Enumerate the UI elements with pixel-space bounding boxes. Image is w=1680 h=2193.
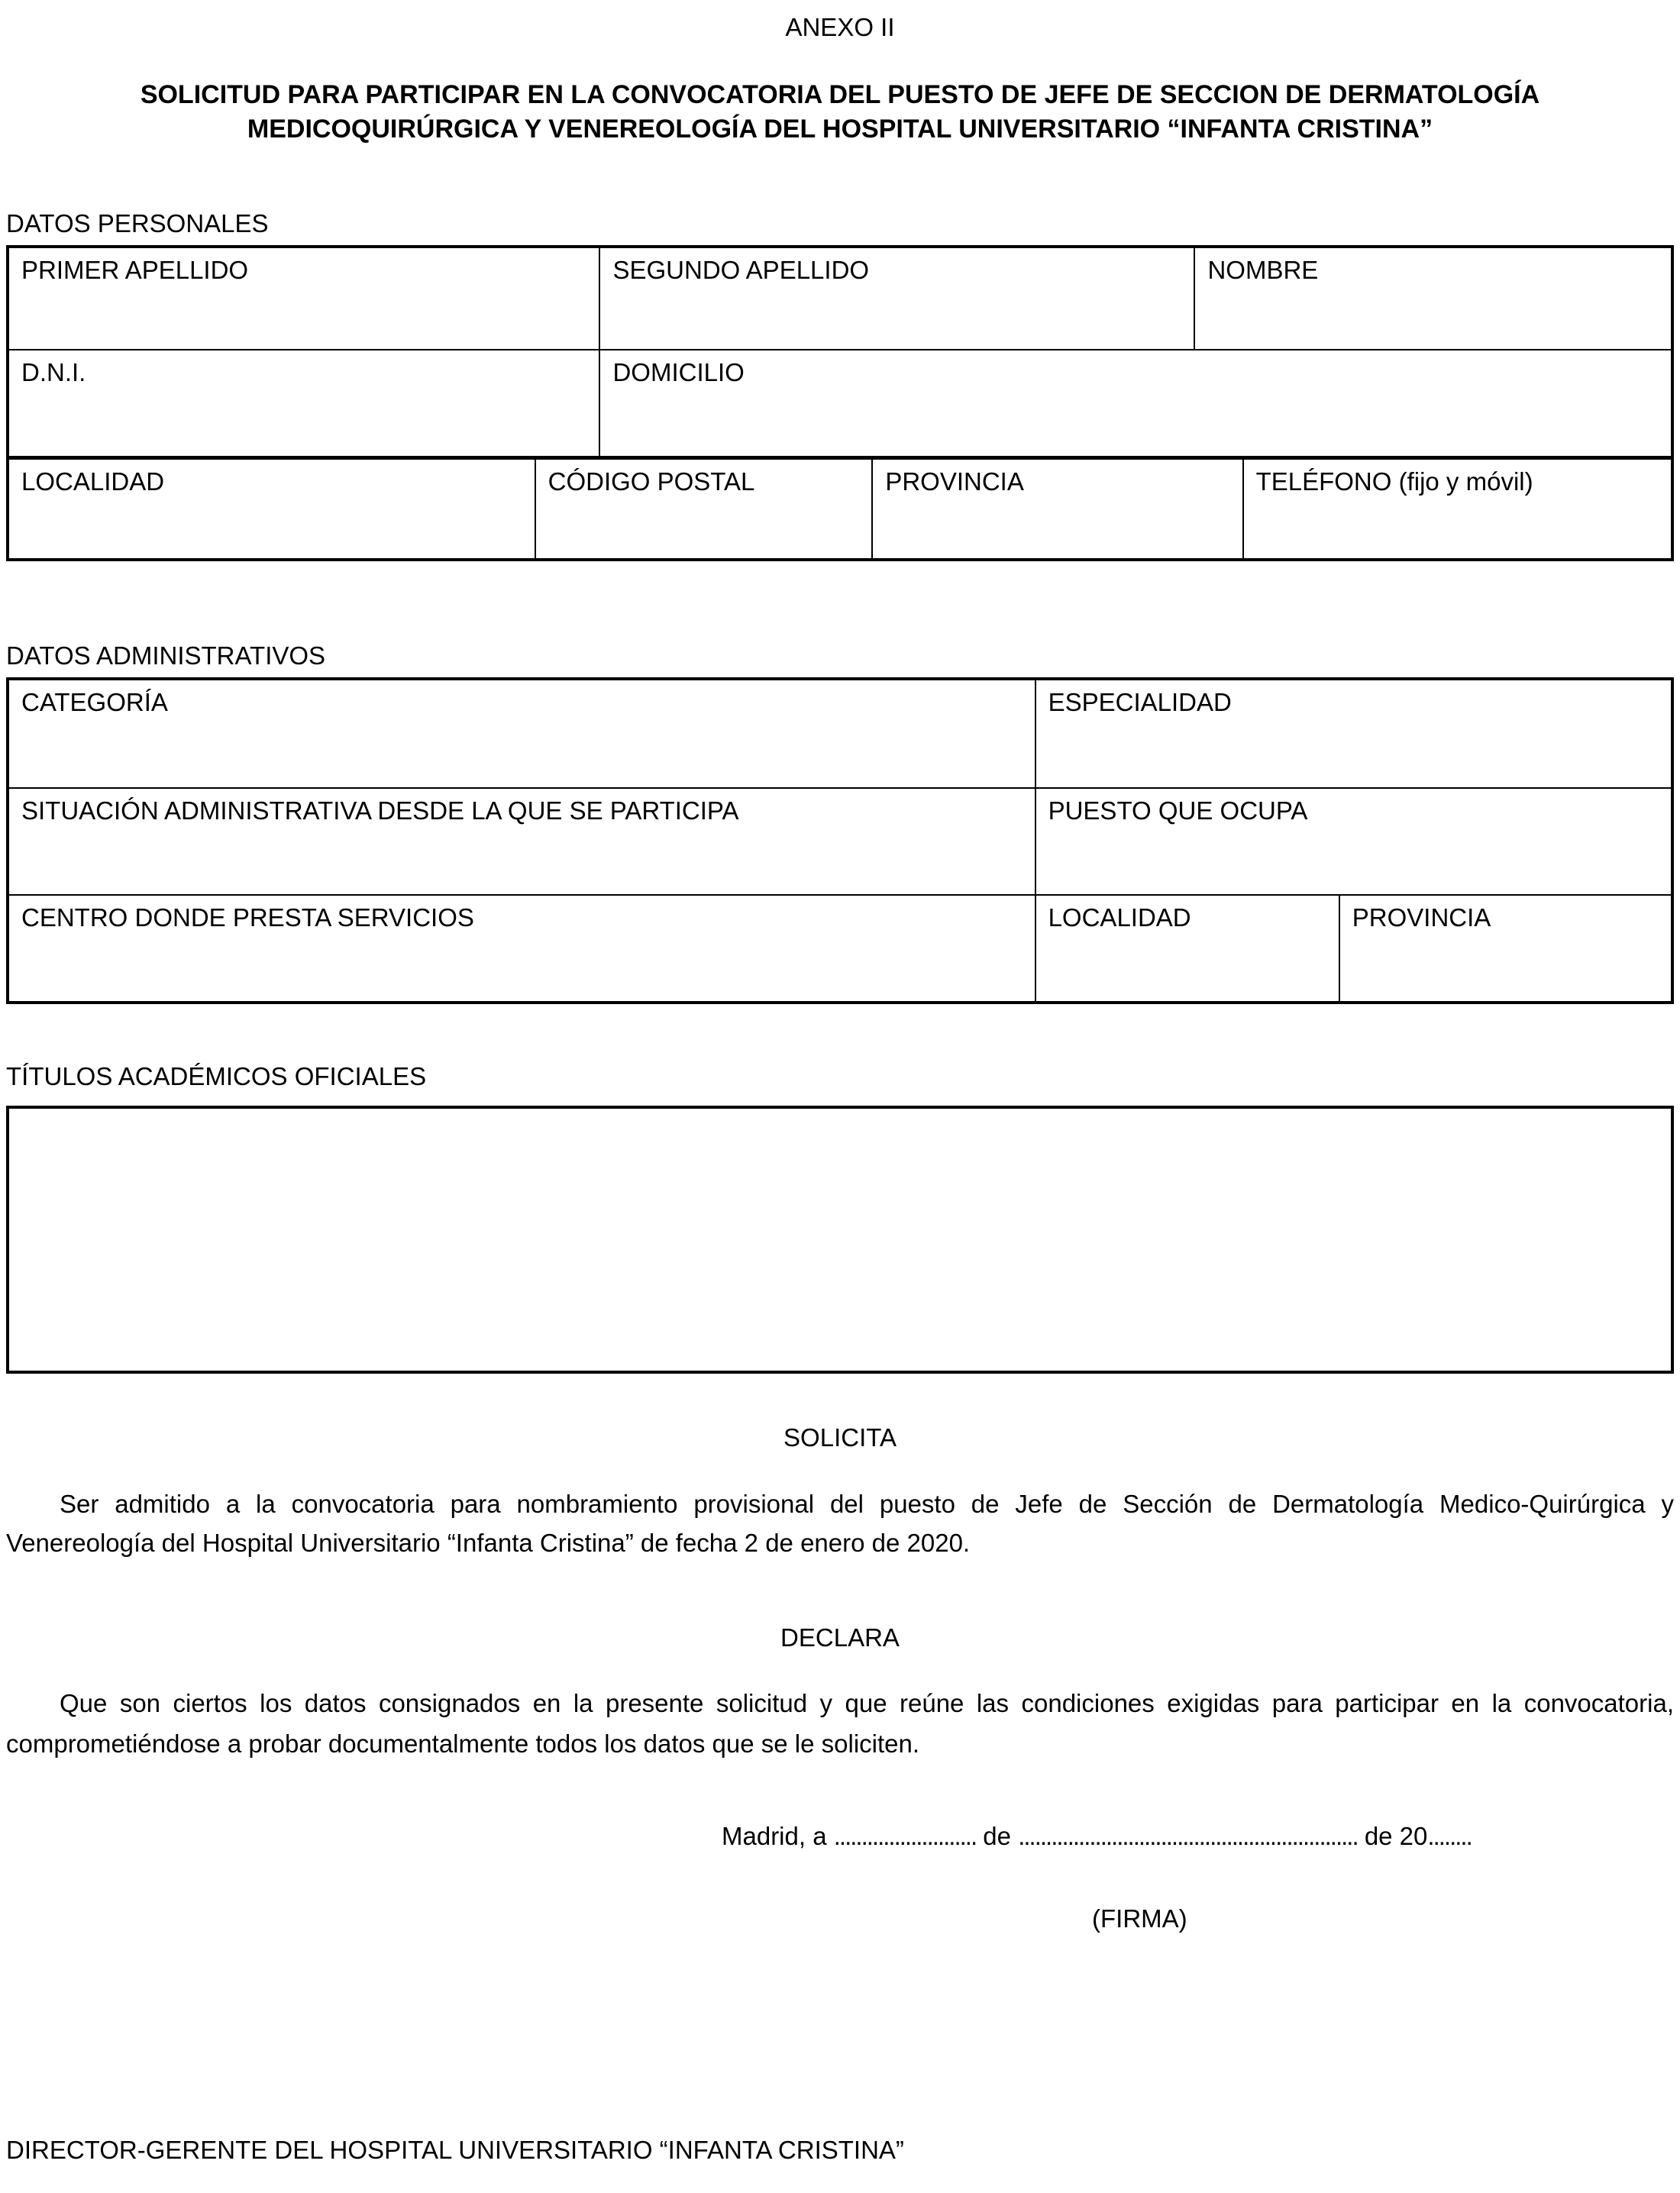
month-blank[interactable]: .............................................................. (1018, 1822, 1358, 1850)
field-domicilio[interactable] (599, 350, 1671, 456)
field-situacion-administrativa[interactable] (9, 789, 1035, 894)
year-blank[interactable]: ........ (1427, 1822, 1472, 1850)
label-centro-servicios: CENTRO DONDE PRESTA SERVICIOS (21, 903, 474, 932)
table-row (9, 894, 1671, 1001)
field-centro-servicios[interactable] (9, 896, 1035, 1001)
label-localidad: LOCALIDAD (21, 467, 165, 496)
date-de-20: de 20 (1364, 1822, 1428, 1850)
table-row (9, 248, 1671, 349)
addressee-line: DIRECTOR-GERENTE DEL HOSPITAL UNIVERSITARIO “INFANTA CRISTINA” (6, 2136, 904, 2164)
label-categoria: CATEGORÍA (21, 688, 168, 716)
field-categoria[interactable] (9, 680, 1035, 787)
label-telefono: TELÉFONO (fijo y móvil) (1255, 467, 1533, 496)
datos-personales-heading: DATOS PERSONALES (6, 209, 269, 237)
label-situacion-administrativa: SITUACIÓN ADMINISTRATIVA DESDE LA QUE SE PARTICIPA (21, 796, 739, 825)
label-codigo-postal: CÓDIGO POSTAL (548, 467, 755, 496)
table-row (9, 787, 1671, 894)
declara-body: Que son ciertos los datos consignados en la presente solicitud y que reúne las condiciones exigidas para participar en la convocatoria, comprometiéndose a probar documentalmente todos los datos que se le soliciten. (6, 1689, 1674, 1758)
field-localidad[interactable] (9, 460, 535, 558)
anexo-heading: ANEXO II (785, 13, 895, 41)
field-especialidad[interactable] (1035, 680, 1671, 787)
solicita-heading: SOLICITA (783, 1423, 897, 1452)
table-row (9, 349, 1671, 456)
field-localidad-admin[interactable] (1035, 896, 1339, 1001)
solicita-body: Ser admitido a la convocatoria para nombramiento provisional del puesto de Jefe de Sección de Dermatología Medico-Quirúrgica y Venereología del Hospital Universitario “Infanta Cristina” de fecha 2 de enero de 2020. (6, 1490, 1674, 1557)
datos-administrativos-heading: DATOS ADMINISTRATIVOS (6, 641, 326, 670)
field-nombre[interactable] (1194, 248, 1671, 349)
date-line (6, 1820, 1674, 1852)
firma-label: (FIRMA) (1092, 1904, 1187, 1933)
label-puesto-que-ocupa: PUESTO QUE OCUPA (1048, 796, 1308, 825)
label-nombre: NOMBRE (1207, 256, 1319, 284)
label-provincia-admin: PROVINCIA (1352, 903, 1491, 932)
field-segundo-apellido[interactable] (599, 248, 1194, 349)
label-segundo-apellido: SEGUNDO APELLIDO (612, 256, 870, 284)
titulos-academicos-box[interactable] (6, 1106, 1674, 1374)
field-primer-apellido[interactable] (9, 248, 599, 349)
label-domicilio: DOMICILIO (612, 358, 745, 386)
date-de-1: de (983, 1822, 1012, 1850)
field-provincia[interactable] (871, 460, 1242, 558)
titulos-heading: TÍTULOS ACADÉMICOS OFICIALES (6, 1062, 427, 1090)
table-row (9, 680, 1671, 787)
label-localidad-admin: LOCALIDAD (1048, 903, 1191, 932)
field-dni[interactable] (9, 350, 599, 456)
field-codigo-postal[interactable] (535, 460, 872, 558)
form-title: SOLICITUD PARA PARTICIPAR EN LA CONVOCATORIA DEL PUESTO DE JEFE DE SECCION DE DERMATOLOGÍA MEDICOQUIRÚRGICA Y VENEREOLOGÍA DEL HOSPITAL UNIVERSITARIO “INFANTA CRISTINA” (140, 80, 1540, 144)
declara-heading: DECLARA (780, 1623, 900, 1652)
datos-administrativos-table (6, 677, 1674, 1004)
label-especialidad: ESPECIALIDAD (1048, 688, 1232, 716)
table-row (9, 456, 1671, 558)
field-provincia-admin[interactable] (1339, 896, 1671, 1001)
field-puesto-que-ocupa[interactable] (1035, 789, 1671, 894)
date-prefix: Madrid, a (722, 1822, 827, 1850)
day-blank[interactable]: .......................... (833, 1822, 977, 1850)
label-dni: D.N.I. (21, 358, 86, 386)
field-telefono[interactable] (1242, 460, 1671, 558)
label-provincia: PROVINCIA (885, 467, 1024, 496)
label-primer-apellido: PRIMER APELLIDO (21, 256, 249, 284)
datos-personales-table (6, 245, 1674, 561)
